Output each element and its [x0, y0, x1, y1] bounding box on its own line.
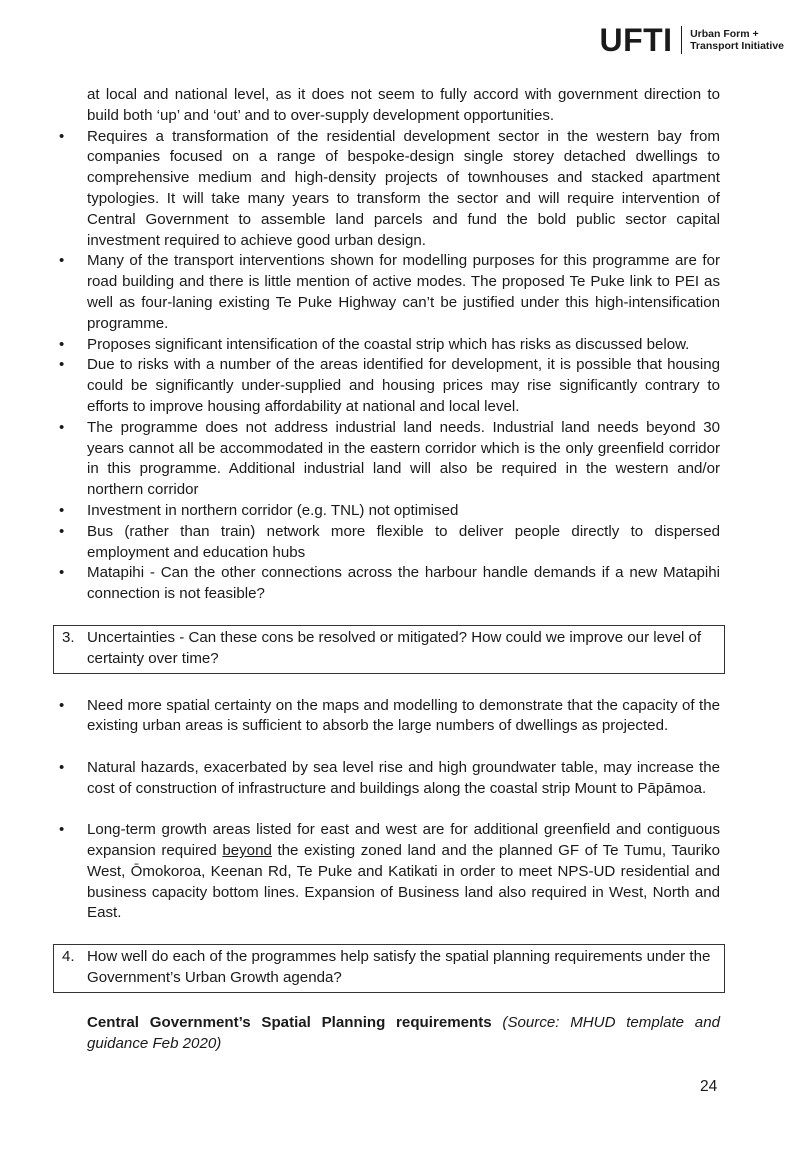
- question-4-box: [53, 944, 725, 993]
- logo-divider: [681, 26, 683, 54]
- question-3-box: [53, 625, 725, 674]
- list-item: • Many of the transport interventions shown for modelling purposes for this programme are for road building and there is little mention of active modes. The proposed Te Puke link to PEI as well as four-laning existing Te Puke Highway can’t be justified under this high-intensification programme.: [54, 251, 720, 334]
- logo-subtitle: [690, 28, 784, 52]
- page-body: [54, 85, 720, 1054]
- logo-line-2: Transport Initiative: [690, 40, 784, 52]
- text-run: Long-term growth areas listed for east and west are for additional greenfield and contiguous expansion required: [87, 821, 720, 860]
- list-item: • Proposes significant intensification of the coastal strip which has risks as discussed below.: [54, 335, 720, 356]
- uncertainty-list: [54, 696, 720, 925]
- list-item: • Requires a transformation of the residential development sector in the western bay from companies focused on a range of bespoke-design single storey detached dwellings to comprehensive medium and high-density projects of townhouses and stacked apartment typologies. It will take many years to transform the sector and will require intervention of Central Government to assemble land parcels and fund the bold public sector capital investment required to achieve good urban design.: [54, 127, 720, 252]
- list-item: • The programme does not address industrial land needs. Industrial land needs beyond 30 years cannot all be accommodated in the eastern corridor which is the only greenfield corridor in this programme. Additional industrial land will also be required in the western and/or northern corridor: [54, 418, 720, 501]
- list-item: • Natural hazards, exacerbated by sea level rise and high groundwater table, may increase the cost of construction of infrastructure and buildings along the coastal strip Mount to Pāpāmoa.: [54, 758, 720, 800]
- section-heading: [54, 1013, 720, 1055]
- cons-list: [54, 127, 720, 605]
- question-text: Uncertainties - Can these cons be resolved or mitigated? How could we improve our level of certainty over time?: [87, 628, 702, 667]
- list-item: • Matapihi - Can the other connections across the harbour handle demands if a new Matapihi connection is not feasible?: [54, 563, 720, 605]
- question-number: 3.: [62, 628, 75, 646]
- list-item: • Due to risks with a number of the areas identified for development, it is possible that housing could be significantly under-supplied and housing prices may rise significantly contrary to efforts to improve housing affordability at national and local level.: [54, 355, 720, 417]
- list-item: • Bus (rather than train) network more flexible to deliver people directly to dispersed employment and education hubs: [54, 522, 720, 564]
- heading-bold: Central Government’s Spatial Planning requirements: [87, 1013, 492, 1031]
- logo-mark: UFTI: [599, 22, 673, 58]
- list-item: • Need more spatial certainty on the maps and modelling to demonstrate that the capacity of the existing urban areas is sufficient to absorb the large numbers of dwellings as projected.: [54, 696, 720, 738]
- list-item: • Investment in northern corridor (e.g. TNL) not optimised: [54, 501, 720, 522]
- ufti-logo: [599, 24, 784, 56]
- question-number: 4.: [62, 948, 75, 966]
- intro-continuation: at local and national level, as it does not seem to fully accord with government direction to build both ‘up’ and ‘out’ and to over-supply development opportunities.: [87, 86, 720, 124]
- list-item: [54, 820, 720, 924]
- heading-source: (Source: MHUD template and guidance Feb 2020): [87, 1013, 720, 1052]
- text-run: the existing zoned land and the planned GF of Te Tumu, Tauriko West, Ōmokoroa, Keenan Rd, Te Puke and Katikati in order to meet NPS-UD residential and business capacity bottom lines. Expansion of Business land also required in West, North and East.: [87, 842, 720, 922]
- question-text: How well do each of the programmes help satisfy the spatial planning requirements under the Government’s Urban Growth agenda?: [87, 948, 711, 987]
- page-number: 24: [700, 1078, 718, 1095]
- logo-line-1: Urban Form +: [690, 28, 759, 40]
- underlined-word: beyond: [222, 842, 272, 860]
